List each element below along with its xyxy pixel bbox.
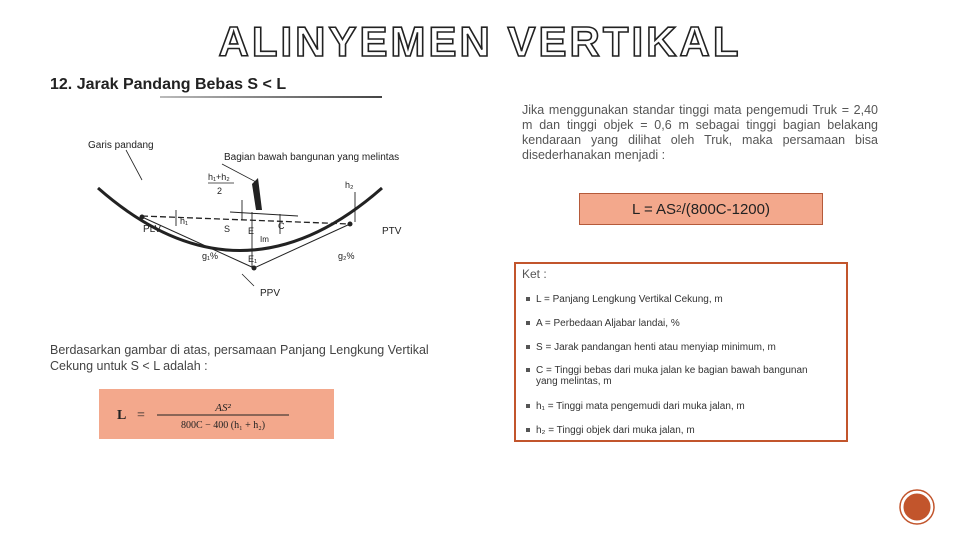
label-e: E (248, 226, 255, 236)
formula-numerator: AS² (215, 402, 231, 414)
explain-paragraph: Berdasarkan gambar di atas, persamaan Panjang Lengkung Vertikal Cekung untuk S < L adalah : (50, 343, 429, 373)
label-h1: h₁ (180, 216, 189, 226)
simplified-formula-box (579, 193, 823, 225)
label-c: C (278, 221, 285, 231)
label-s: S (224, 224, 231, 234)
bullet-icon (526, 321, 530, 325)
plv-point (140, 215, 145, 220)
structure-shape (252, 178, 262, 210)
ket-item: L = Panjang Lengkung Vertikal Cekung, m (526, 294, 836, 305)
bullet-icon (526, 297, 530, 301)
sag-curve-diagram (80, 128, 410, 306)
ket-item: h₂ = Tinggi objek dari muka jalan, m (526, 425, 836, 436)
label-lm: Im (260, 235, 269, 244)
intro-paragraph: Jika menggunakan standar tinggi mata pengemudi Truk = 2,40 m dan tinggi objek = 0,6 m sebagai tinggi bagian belakang kendaraan yang dilihat oleh Truk, maka persamaan bisa disederhanakan menjadi : (522, 103, 878, 162)
page-title: ALINYEMEN VERTIKAL (218, 18, 742, 65)
bullet-icon (526, 345, 530, 349)
label-ptv: PTV (382, 226, 402, 237)
slide-badge-icon (898, 488, 936, 526)
heading-underline (160, 96, 382, 98)
ppv-leader (242, 274, 254, 286)
bullet-icon (526, 368, 530, 372)
label-h1h2-num: h₁+h₂ (208, 172, 230, 182)
label-garis-pandang: Garis pandang (88, 140, 154, 151)
label-plv: PLV (143, 224, 162, 235)
label-h2: h₂ (345, 180, 354, 190)
label-g1: g₁% (202, 251, 219, 261)
label-ppv: PPV (260, 288, 281, 299)
formula-prefix: L = AS (631, 200, 677, 218)
ket-title: Ket : (522, 267, 547, 281)
formula-equals: = (137, 408, 145, 423)
ket-item: A = Perbedaan Aljabar landai, % (526, 318, 836, 329)
bullet-icon (526, 404, 530, 408)
label-bagian-bawah: Bagian bawah bangunan yang melintas (224, 152, 400, 163)
formula-suffix: /(800C-1200) (681, 200, 770, 218)
ket-item: C = Tinggi bebas dari muka jalan ke bagian bawah bangunan yang melintas, m (526, 365, 836, 387)
label-h1h2-den: 2 (217, 186, 223, 196)
formula-lhs: L (117, 408, 127, 423)
road-curve (98, 188, 382, 251)
ptv-point (348, 222, 353, 227)
formula-denominator: 800C − 400 (h₁ + h₂) (180, 420, 266, 431)
label-g2: g₂% (338, 251, 355, 261)
formula-superscript: 2 (676, 203, 682, 215)
main-formula (99, 389, 334, 439)
tangent-right (254, 224, 350, 268)
ppv-point (252, 266, 257, 271)
ket-item: S = Jarak pandangan henti atau menyiap minimum, m (526, 342, 836, 353)
sight-line (142, 216, 350, 224)
bullet-icon (526, 428, 530, 432)
section-heading: 12. Jarak Pandang Bebas S < L (50, 76, 287, 93)
garis-pandang-leader (126, 150, 142, 180)
structure-underside (230, 212, 298, 216)
ket-item: h₁ = Tinggi mata pengemudi dari muka jalan, m (526, 401, 836, 412)
label-e1: E₁ (248, 254, 258, 264)
